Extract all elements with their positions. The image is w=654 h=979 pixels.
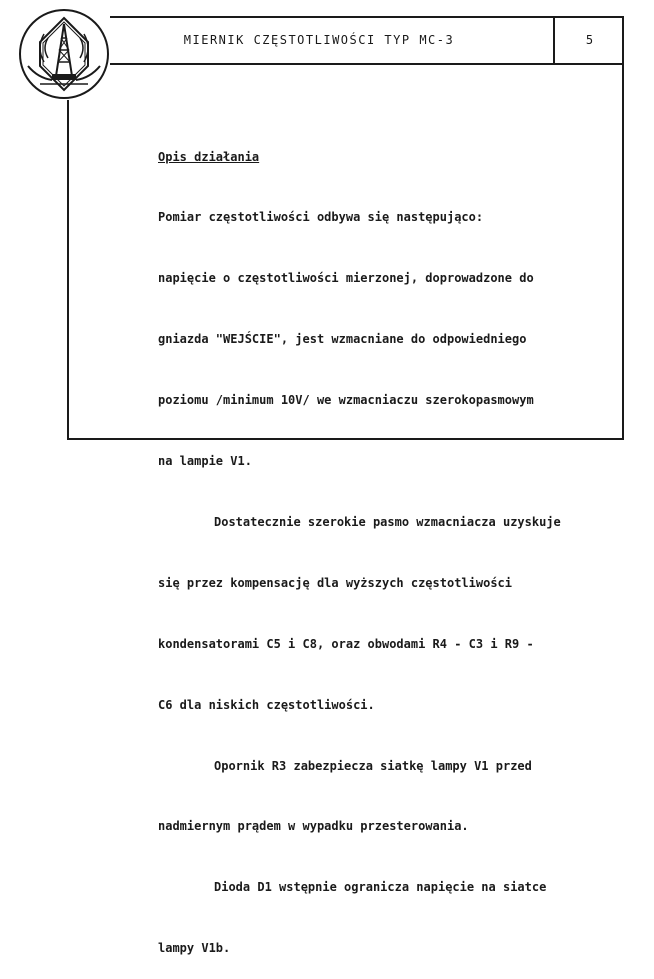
text-line-9: C6 dla niskich częstotliwości. [158, 697, 375, 712]
text-line-8: kondensatorami C5 i C8, oraz obwodami R4 - C3 i R9 - [158, 636, 534, 651]
header-row [69, 18, 622, 65]
description-section [158, 106, 608, 979]
page-number: 5 [585, 33, 594, 47]
text-line-4: poziomu /minimum 10V/ we wzmacniaczu szerokopasmowym [158, 393, 534, 408]
section-heading: Opis działania [158, 149, 260, 164]
text-line-13: lampy V1b. [158, 941, 231, 956]
text-line-12: Dioda D1 wstępnie ogranicza napięcie na siatce [214, 880, 547, 895]
text-line-1: Pomiar częstotliwości odbywa się następująco: [158, 210, 484, 225]
text-line-11: nadmiernym prądem w wypadku przesterowania. [158, 819, 469, 834]
text-line-3: gniazda "WEJŚCIE", jest wzmacniane do odpowiedniego [158, 332, 527, 347]
document-title: MIERNIK CZĘSTOTLIWOŚCI TYP MC-3 [183, 33, 455, 47]
text-line-7: się przez kompensację dla wyższych częstotliwości [158, 575, 513, 590]
radio-tower-emblem-icon [18, 8, 110, 100]
text-line-10: Opornik R3 zabezpiecza siatkę lampy V1 przed [214, 758, 532, 773]
text-line-6: Dostatecznie szerokie pasmo wzmacniacza uzyskuje [214, 514, 561, 529]
text-line-5: na lampie V1. [158, 454, 252, 469]
text-line-2: napięcie o częstotliwości mierzonej, doprowadzone do [158, 271, 534, 286]
